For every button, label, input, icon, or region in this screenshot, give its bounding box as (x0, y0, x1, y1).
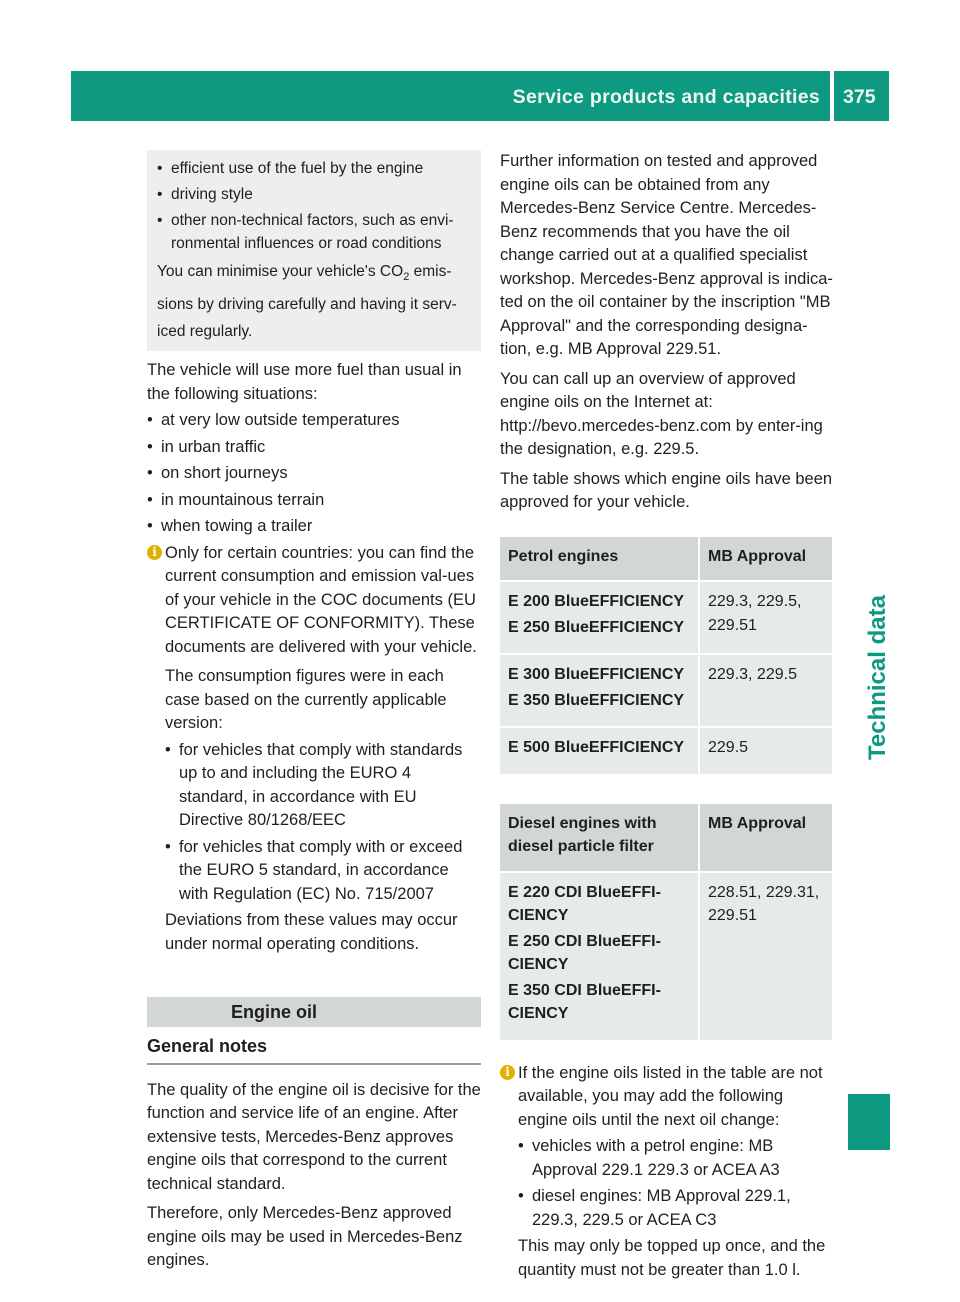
table-row (500, 655, 832, 726)
model-name: E 500 BlueEFFICIENCY (508, 739, 685, 756)
left-column (147, 150, 481, 1273)
table-row (500, 728, 832, 774)
table-header: MB Approval (700, 537, 832, 581)
subheading: General notes (147, 1035, 481, 1065)
table-row (500, 873, 832, 1040)
info-text: This may only be topped up once, and the quantity must not be greater than 1.0 l. (518, 1237, 826, 1279)
model-name: E 250 CDI BlueEFFI-CIENCY (508, 932, 661, 973)
table-header-row (500, 804, 832, 871)
info-list (518, 1135, 834, 1232)
petrol-oil-table (498, 535, 834, 776)
list-item: • vehicles with a petrol engine: MB Approval 229.1 229.3 or ACEA A3 (518, 1135, 834, 1182)
table-header: Petrol engines (500, 537, 698, 581)
info-text: Deviations from these values may occur under normal operating conditions. (165, 911, 458, 953)
model-name: E 350 BlueEFFICIENCY (508, 691, 685, 709)
factors-list (157, 157, 471, 255)
co2-note-part: You can minimise your vehicle's CO (157, 263, 404, 280)
model-name: E 200 BlueEFFICIENCY (508, 593, 685, 610)
side-tab-marker (848, 1094, 890, 1150)
body-paragraph: Further information on tested and approved engine oils can be obtained from any Mercedes-Benz Service Centre. Mercedes-Benz recommends that you have the oil change carried out at a qualified specialist workshop. Mercedes-Benz approval is indica-ted on the oil container by the inscription "MB Approval" and the corresponding designa-tion, e.g. MB Approval 229.51. (500, 152, 833, 358)
body-paragraph: The quality of the engine oil is decisive for the function and service life of an engine. After extensive tests, Mercedes-Benz approves engine oils that correspond to the current technical standard. (147, 1080, 481, 1193)
approval-cell: 229.5 (700, 728, 832, 774)
page-section-title: Service products and capacities (512, 86, 820, 108)
model-name: E 350 CDI BlueEFFI-CIENCY (508, 981, 661, 1022)
table-cell (500, 873, 698, 1040)
usage-list (147, 409, 481, 539)
list-item: • for vehicles that comply with standards up to and including the EURO 4 standard, in accordance with EU Directive 80/1268/EEC (165, 739, 481, 833)
info-list (165, 739, 481, 907)
list-item: • diesel engines: MB Approval 229.1, 229.3, 229.5 or ACEA C3 (518, 1185, 834, 1232)
list-item: • at very low outside temperatures (147, 409, 481, 433)
table-cell (500, 728, 698, 774)
list-item: • driving style (157, 183, 471, 206)
right-column (500, 150, 834, 1282)
list-item: • when towing a trailer (147, 515, 481, 539)
side-tab-label: Technical data (864, 595, 891, 760)
list-item: • in mountainous terrain (147, 489, 481, 513)
table-header: Diesel engines with diesel particle filter (500, 804, 698, 871)
usage-intro: The vehicle will use more fuel than usual in the following situations: (147, 361, 462, 403)
header-divider (830, 71, 834, 121)
table-header: MB Approval (700, 804, 832, 871)
list-item: • on short journeys (147, 462, 481, 486)
table-cell (500, 582, 698, 653)
section-heading: Engine oil (147, 997, 481, 1027)
diesel-oil-table (498, 802, 834, 1042)
info-note (147, 542, 481, 957)
info-note (500, 1062, 834, 1283)
model-name: E 220 CDI BlueEFFI-CIENCY (508, 883, 661, 924)
approval-cell: 228.51, 229.31, 229.51 (700, 873, 832, 1040)
info-icon: i (500, 1065, 515, 1080)
co2-note (157, 258, 471, 345)
model-name: E 300 BlueEFFICIENCY (508, 666, 685, 683)
info-text: If the engine oils listed in the table are not available, you may add the following engine oils until the next oil change: (518, 1063, 823, 1129)
info-text: Only for certain countries: you can find the current consumption and emission val-ues of your vehicle in the COC documents (EU CERTIFICATE OF CONFORMITY). These documents are delivered with your vehicle. (165, 543, 477, 656)
table-header-row (500, 537, 832, 581)
page-number: 375 (843, 86, 876, 108)
info-text: The consumption figures were in each case based on the currently applicable version: (165, 667, 447, 733)
co2-note-part: emis-sions by driving carefully and having it serv-iced regularly. (157, 263, 457, 341)
table-row (500, 582, 832, 653)
list-item: • efficient use of the fuel by the engine (157, 157, 471, 180)
model-name: E 250 BlueEFFICIENCY (508, 618, 685, 636)
approval-cell: 229.3, 229.5, 229.51 (700, 582, 832, 653)
body-paragraph: You can call up an overview of approved engine oils on the Internet at: http://bevo.mercedes-benz.com by enter-ing the designation, e.g. 229.5. (500, 369, 823, 458)
table-cell (500, 655, 698, 726)
list-item: • other non-technical factors, such as envi-ronmental influences or road conditions (157, 209, 471, 255)
info-icon: i (147, 545, 162, 560)
list-item: • for vehicles that comply with or exceed the EURO 5 standard, in accordance with Regulation (EC) No. 715/2007 (165, 836, 481, 907)
consumption-factors-box (147, 150, 481, 351)
body-paragraph: Therefore, only Mercedes-Benz approved engine oils may be used in Mercedes-Benz engines. (147, 1204, 463, 1270)
body-paragraph: The table shows which engine oils have been approved for your vehicle. (500, 469, 833, 511)
approval-cell: 229.3, 229.5 (700, 655, 832, 726)
co2-subscript: 2 (403, 271, 410, 284)
list-item: • in urban traffic (147, 436, 481, 460)
